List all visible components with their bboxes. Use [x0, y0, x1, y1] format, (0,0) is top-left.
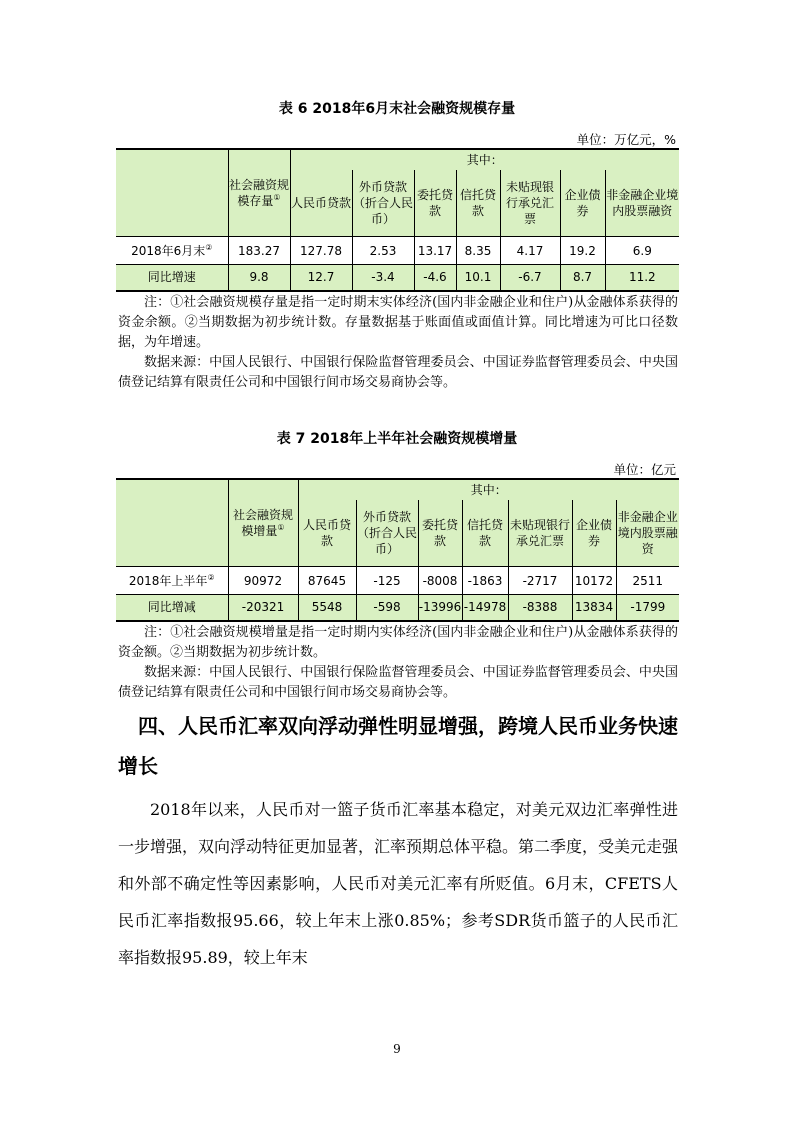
- table7-col-header: 外币贷款（折合人民币）: [356, 500, 418, 567]
- table-cell: -8388: [508, 595, 572, 621]
- table6-note: 注：①社会融资规模存量是指一定时期末实体经济(国内非金融企业和住户)从金融体系获得的资金余额。②当期数据为初步统计数。存量数据基于账面值或面值计算。同比增速为可比口径数据，为年增速。: [118, 295, 678, 350]
- table6-source: 数据来源：中国人民银行、中国银行保险监督管理委员会、中国证券监督管理委员会、中央国债登记结算有限责任公司和中国银行间市场交易商协会等。: [118, 355, 678, 390]
- table7: [116, 478, 679, 622]
- table-cell: -6.7: [500, 265, 560, 291]
- table6-col-header: 信托贷款: [456, 170, 500, 237]
- table-cell: 19.2: [560, 237, 605, 265]
- table7-col-header: 企业债券: [572, 500, 616, 567]
- row-label: 2018年上半年②: [116, 567, 228, 595]
- table-cell: 8.35: [456, 237, 500, 265]
- section-heading: 四、人民币汇率双向浮动弹性明显增强，跨境人民币业务快速增长: [118, 714, 678, 778]
- table7-source: 数据来源：中国人民银行、中国银行保险监督管理委员会、中国证券监督管理委员会、中央国债登记结算有限责任公司和中国银行间市场交易商协会等。: [118, 665, 678, 700]
- table7-col-header: 未贴现银行承兑汇票: [508, 500, 572, 567]
- table-cell: -8008: [418, 567, 462, 595]
- table-cell: -125: [356, 567, 418, 595]
- table-cell: 2511: [616, 567, 679, 595]
- table-cell: 11.2: [605, 265, 679, 291]
- row-label: 同比增速: [116, 265, 228, 291]
- table-row: [116, 237, 679, 265]
- table6-col-header: 委托贷款: [414, 170, 456, 237]
- table-cell: 183.27: [228, 237, 290, 265]
- table6-header-main: 社会融资规模存量①: [228, 149, 290, 237]
- table-cell: -598: [356, 595, 418, 621]
- table-cell: -1799: [616, 595, 679, 621]
- table7-header-qizhong: 其中：: [298, 479, 679, 500]
- table-cell: -20321: [228, 595, 298, 621]
- row-label: 同比增减: [116, 595, 228, 621]
- page-number: 9: [393, 1042, 401, 1056]
- table7-header-main: 社会融资规模增量①: [228, 479, 298, 567]
- table-cell: -1863: [462, 567, 508, 595]
- table6-col-header: 外币贷款（折合人民币）: [352, 170, 414, 237]
- table6-col-header: 非金融企业境内股票融资: [605, 170, 679, 237]
- table-row: [116, 567, 679, 595]
- table7-corner-cell: [116, 479, 228, 567]
- table-cell: 8.7: [560, 265, 605, 291]
- table7-col-header: 信托贷款: [462, 500, 508, 567]
- table-cell: 13.17: [414, 237, 456, 265]
- table6: [116, 148, 679, 292]
- table7-col-header: 非金融企业境内股票融资: [616, 500, 679, 567]
- table7-note: 注：①社会融资规模增量是指一定时期内实体经济(国内非金融企业和住户)从金融体系获得的资金额。②当期数据为初步统计数。: [118, 625, 678, 660]
- table-cell: 10172: [572, 567, 616, 595]
- table-cell: 90972: [228, 567, 298, 595]
- table-cell: -13996: [418, 595, 462, 621]
- table-row: [116, 265, 679, 291]
- table-cell: 10.1: [456, 265, 500, 291]
- table-cell: 4.17: [500, 237, 560, 265]
- table6-col-header: 未贴现银行承兑汇票: [500, 170, 560, 237]
- table-cell: -4.6: [414, 265, 456, 291]
- body-paragraph: 2018年以来，人民币对一篮子货币汇率基本稳定，对美元双边汇率弹性进一步增强，双向浮动特征更加显著，汇率预期总体平稳。第二季度，受美元走强和外部不确定性等因素影响，人民币对美元汇率有所贬值。6月末，CFETS人民币汇率指数报95.66，较上年末上涨0.85%；参考SDR货币篮子的人民币汇率指数报95.89，较上年末: [118, 800, 679, 967]
- table7-title: 表 7 2018年上半年社会融资规模增量: [276, 431, 518, 447]
- table-row: [116, 595, 679, 621]
- table-cell: 9.8: [228, 265, 290, 291]
- table-cell: 127.78: [290, 237, 352, 265]
- table6-unit: 单位：万亿元，%: [576, 132, 676, 147]
- table-cell: 87645: [298, 567, 356, 595]
- table6-header-qizhong: 其中：: [290, 149, 679, 170]
- table-cell: 12.7: [290, 265, 352, 291]
- row-label: 2018年6月末②: [116, 237, 228, 265]
- table7-col-header: 人民币贷款: [298, 500, 356, 567]
- table6-title: 表 6 2018年6月末社会融资规模存量: [278, 101, 516, 117]
- table6-col-header: 人民币贷款: [290, 170, 352, 237]
- table-cell: 5548: [298, 595, 356, 621]
- table-cell: 13834: [572, 595, 616, 621]
- table-cell: -2717: [508, 567, 572, 595]
- table6-corner-cell: [116, 149, 228, 237]
- table7-col-header: 委托贷款: [418, 500, 462, 567]
- table-cell: 2.53: [352, 237, 414, 265]
- table-cell: -3.4: [352, 265, 414, 291]
- table7-unit: 单位：亿元: [613, 462, 676, 477]
- table-cell: 6.9: [605, 237, 679, 265]
- table6-col-header: 企业债券: [560, 170, 605, 237]
- table-cell: -14978: [462, 595, 508, 621]
